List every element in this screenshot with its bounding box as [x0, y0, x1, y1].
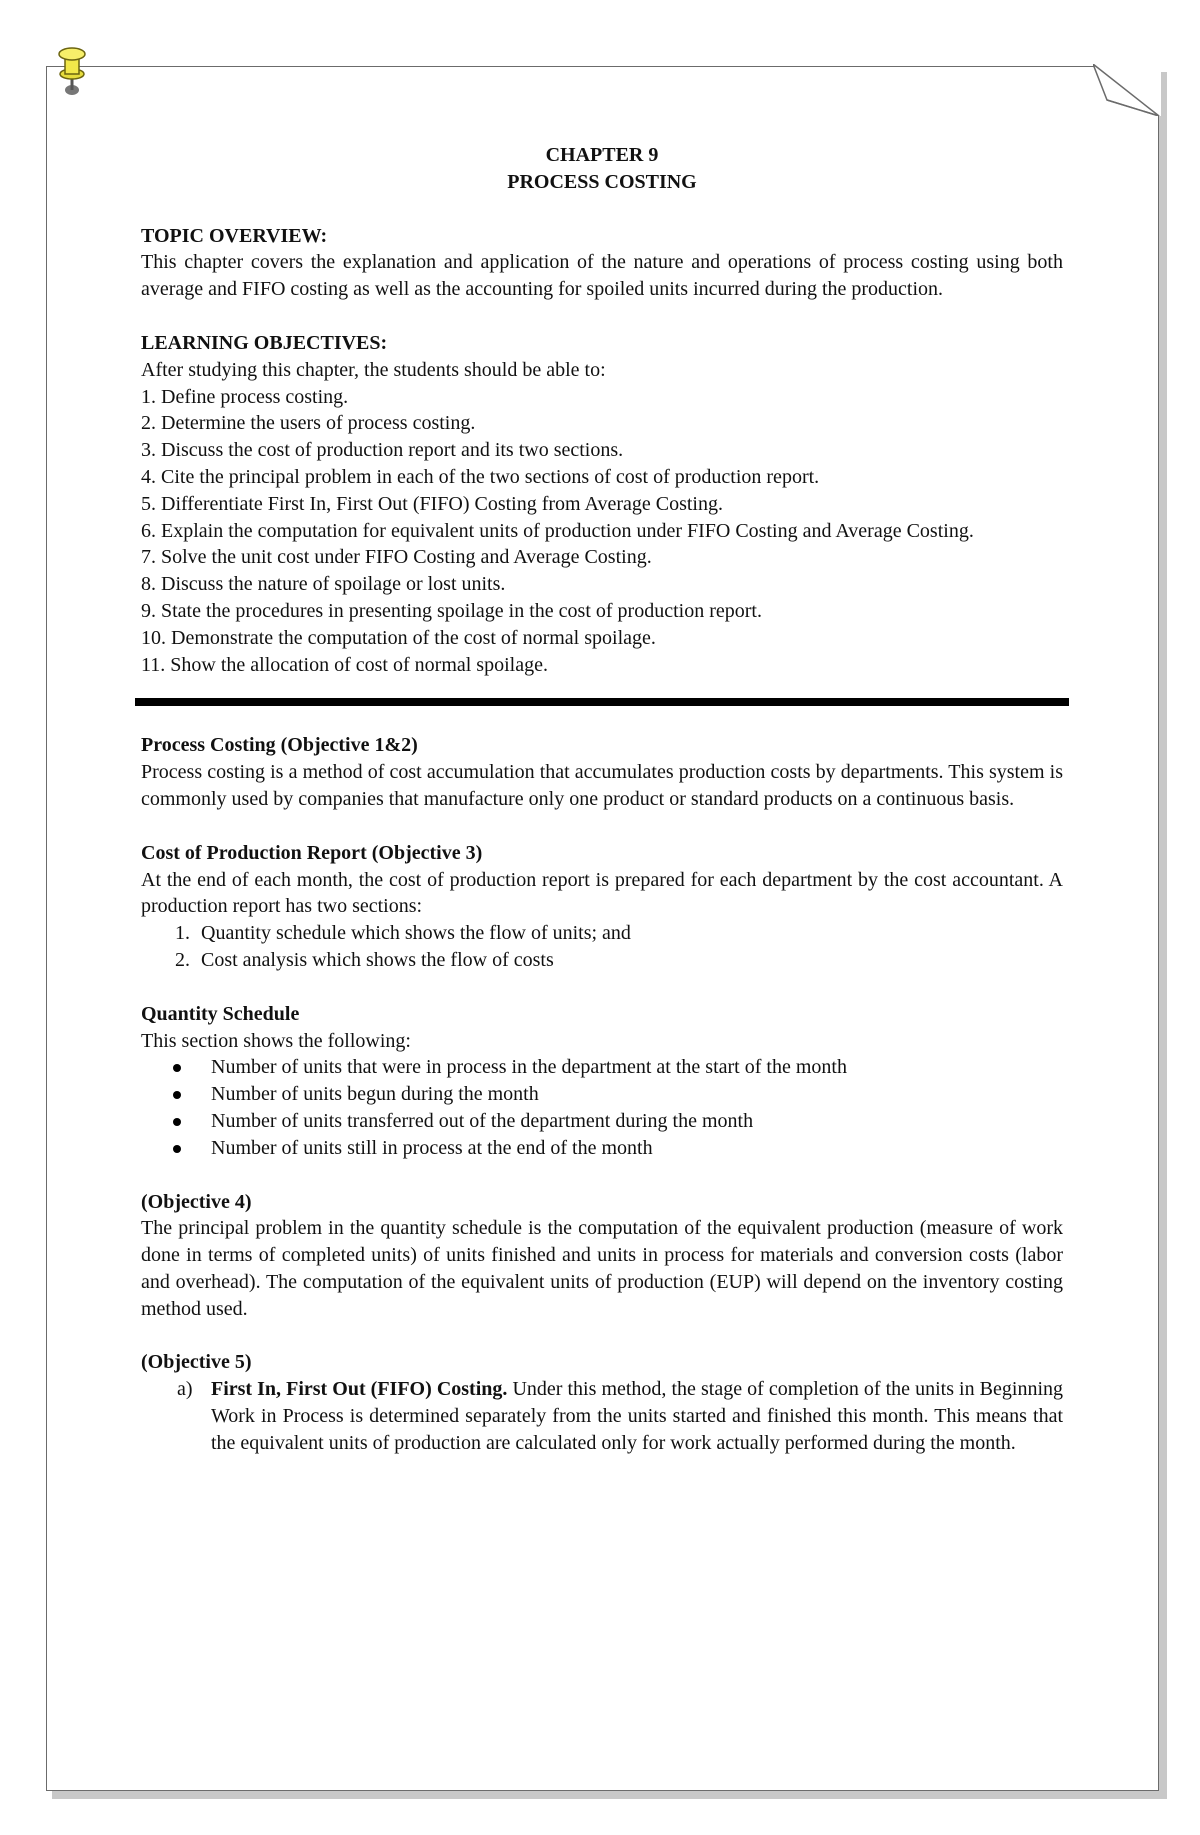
objective-item: 4. Cite the principal problem in each of the two sections of cost of production report. — [141, 465, 820, 488]
fifo-description: Under this method, the stage of completion of the units in Beginning Work in Process is determined separately from the units started and finished this month. This means that the equivalent units of production are calculated only for work actually performed during the month. — [211, 1378, 1063, 1454]
objective-item: 1. Define process costing. — [141, 385, 349, 408]
objective-item: 9. State the procedures in presenting spoilage in the cost of production report. — [141, 599, 762, 622]
list-label: a) — [177, 1378, 193, 1401]
objective-item: 2. Determine the users of process costing. — [141, 412, 476, 435]
objective-item: 11. Show the allocation of cost of normal spoilage. — [141, 653, 548, 676]
objective-5-heading: (Objective 5) — [141, 1351, 252, 1374]
document-content — [141, 142, 1063, 1457]
list-number: 1. — [175, 922, 190, 945]
bullet-text: Number of units transferred out of the department during the month — [211, 1109, 754, 1132]
bullet-icon — [173, 1091, 181, 1099]
list-item-text: Quantity schedule which shows the flow of units; and — [201, 922, 631, 945]
list-number: 2. — [175, 948, 190, 971]
bullet-icon — [173, 1064, 181, 1072]
list-item-text: Cost analysis which shows the flow of costs — [201, 948, 554, 971]
learning-objectives-intro: After studying this chapter, the students should be able to: — [141, 358, 606, 381]
objective-item: 10. Demonstrate the computation of the cost of normal spoilage. — [141, 626, 656, 649]
bullet-icon — [173, 1145, 181, 1153]
process-costing-text: Process costing is a method of cost accumulation that accumulates production costs by departments. This system is commonly used by companies that manufacture only one product or standard products on a continuous basis. — [141, 761, 1063, 810]
quantity-schedule-intro: This section shows the following: — [141, 1029, 411, 1052]
folded-corner-icon — [1093, 64, 1161, 116]
fifo-term: First In, First Out (FIFO) Costing. — [211, 1378, 508, 1401]
chapter-number: CHAPTER 9 — [545, 144, 659, 166]
bullet-text: Number of units that were in process in the department at the start of the month — [211, 1056, 847, 1079]
topic-overview-text: This chapter covers the explanation and application of the nature and operations of process costing using both average and FIFO costing as well as the accounting for spoiled units incurred during the production. — [141, 251, 1063, 301]
learning-objectives-list — [141, 384, 1063, 679]
cost-report-heading: Cost of Production Report (Objective 3) — [141, 841, 483, 864]
quantity-schedule-list — [141, 1054, 1063, 1161]
objective-item: 8. Discuss the nature of spoilage or lost units. — [141, 573, 506, 596]
bullet-text: Number of units still in process at the end of the month — [211, 1136, 653, 1159]
bullet-item — [211, 1054, 1063, 1081]
chapter-title: PROCESS COSTING — [507, 170, 697, 193]
cost-report-sections-list — [141, 920, 1063, 974]
objective-item: 6. Explain the computation for equivalent units of production under FIFO Costing and Average Costing. — [141, 519, 974, 542]
objective-4-text: The principal problem in the quantity schedule is the computation of the equivalent production (measure of work done in terms of completed units) of units finished and units in process for materials and conversion costs (labor and overhead). The computation of the equivalent units of production (EUP) will depend on the inventory costing method used. — [141, 1217, 1063, 1320]
section-divider — [135, 698, 1069, 706]
objective-4-heading: (Objective 4) — [141, 1190, 252, 1213]
list-item — [175, 947, 1063, 974]
objective-item: 7. Solve the unit cost under FIFO Costing and Average Costing. — [141, 546, 652, 569]
process-costing-heading: Process Costing (Objective 1&2) — [141, 734, 418, 757]
quantity-schedule-heading: Quantity Schedule — [141, 1002, 300, 1025]
cost-report-text: At the end of each month, the cost of production report is prepared for each department by the cost accountant. A production report has two sections: — [141, 868, 1063, 918]
bullet-item — [211, 1135, 1063, 1162]
costing-methods-list — [141, 1376, 1063, 1456]
pushpin-icon — [52, 44, 92, 100]
objective-item: 3. Discuss the cost of production report and its two sections. — [141, 439, 624, 462]
learning-objectives-heading: LEARNING OBJECTIVES: — [141, 331, 388, 354]
topic-overview-heading: TOPIC OVERVIEW: — [141, 224, 328, 247]
bullet-item — [211, 1081, 1063, 1108]
list-item — [177, 1376, 1063, 1456]
bullet-text: Number of units begun during the month — [211, 1083, 539, 1106]
objective-item: 5. Differentiate First In, First Out (FIFO) Costing from Average Costing. — [141, 492, 723, 515]
list-item — [175, 920, 1063, 947]
bullet-item — [211, 1108, 1063, 1135]
bullet-icon — [173, 1118, 181, 1126]
